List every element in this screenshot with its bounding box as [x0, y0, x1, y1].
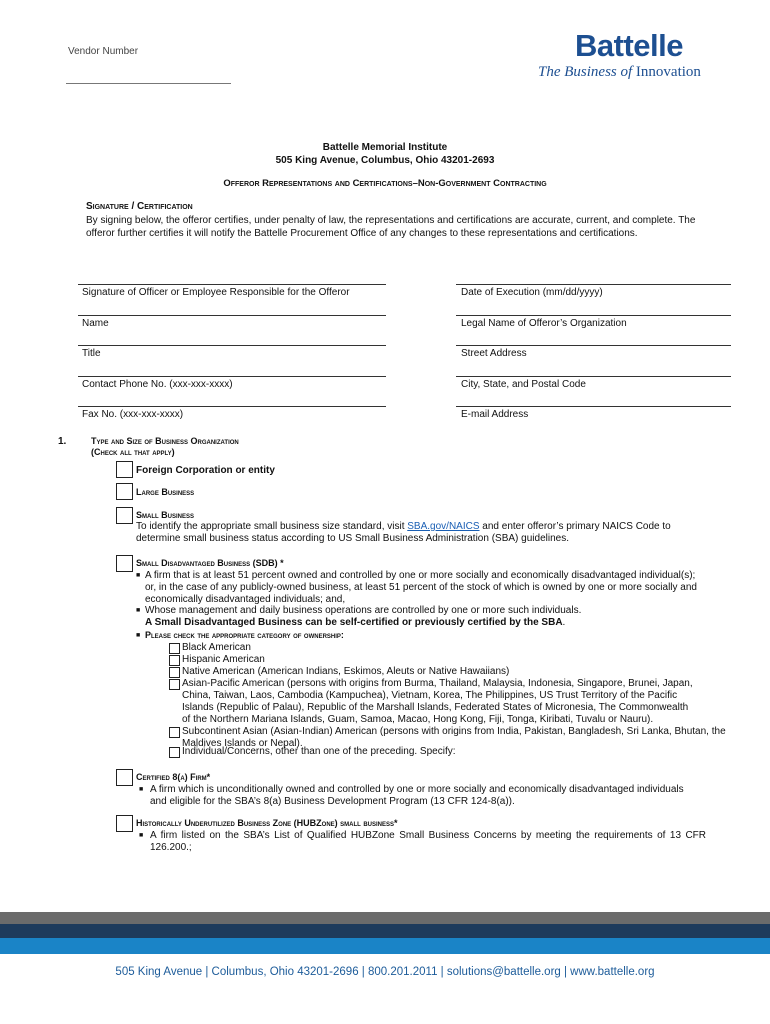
- sba-naics-link[interactable]: SBA.gov/NAICS: [407, 521, 480, 532]
- square-bullet-icon: ■: [136, 572, 141, 579]
- name-line[interactable]: [78, 315, 386, 316]
- cat-asian-3: Islands (Republic of Palau), Republic of the Marshall Islands, Federated States of Micronesia, The Commonwealth: [182, 702, 689, 713]
- tagline-part: The Business: [538, 64, 621, 80]
- logo-tagline: [538, 64, 701, 81]
- field-label: Street Address: [461, 348, 527, 359]
- title-line[interactable]: [78, 345, 386, 346]
- fax-line[interactable]: [78, 406, 386, 407]
- city-line[interactable]: [456, 376, 731, 377]
- cat-subcontinent-2: Maldives Islands or Nepal).: [182, 738, 303, 749]
- form-title: Offeror Representations and Certifications–Non-Government Contracting: [223, 178, 547, 189]
- text-part: To identify the appropriate small business size standard, visit: [136, 521, 408, 532]
- cat-subcontinent: Subcontinent Asian (Asian-Indian) American (persons with origins from India, Pakistan, Bangladesh, Sri Lanka, Bhutan, the: [182, 726, 726, 737]
- battelle-logo: Battelle: [575, 28, 683, 63]
- certified-8a-label: Certified 8(a) Firm*: [136, 772, 211, 782]
- certified-8a-checkbox[interactable]: [116, 769, 133, 786]
- signature-line[interactable]: [78, 284, 386, 285]
- sdb-label: Small Disadvantaged Business (SDB) *: [136, 558, 284, 568]
- hubzone-text: A firm listed on the SBA’s List of Qualified HUBZone Small Business Concerns by meeting the requirements of 13 CFR: [150, 830, 706, 841]
- black-american-checkbox[interactable]: [169, 643, 180, 654]
- small-business-text-2: determine small business status according to US Small Business Administration (SBA) guidelines.: [136, 533, 569, 544]
- square-bullet-icon: ■: [139, 786, 144, 793]
- sdb-checkbox[interactable]: [116, 555, 133, 572]
- c8a-text: A firm which is unconditionally owned and controlled by one or more socially and economically disadvantaged individuals: [150, 784, 684, 795]
- sdb-bullet-2: Whose management and daily business operations are controlled by one or more such individuals.: [145, 605, 582, 616]
- square-bullet-icon: ■: [139, 832, 144, 839]
- legal-name-line[interactable]: [456, 315, 731, 316]
- tagline-part: Innovation: [632, 64, 701, 80]
- org-name: Battelle Memorial Institute: [322, 142, 448, 153]
- text-part: A Small Disadvantaged Business can be self-certified or previously certified by the SBA: [145, 617, 563, 628]
- footer-stripe-navy: [0, 924, 770, 938]
- individual-concerns-checkbox[interactable]: [169, 747, 180, 758]
- field-label: Legal Name of Offeror’s Organization: [461, 318, 627, 329]
- email-line[interactable]: [456, 406, 731, 407]
- hispanic-american-checkbox[interactable]: [169, 655, 180, 666]
- field-label: Signature of Officer or Employee Responsible for the Offeror: [82, 287, 350, 298]
- cat-native: Native American (American Indians, Eskimos, Aleuts or Native Hawaiians): [182, 666, 510, 677]
- phone-line[interactable]: [78, 376, 386, 377]
- footer-stripe-blue: [0, 938, 770, 954]
- cat-asian-2: China, Taiwan, Laos, Cambodia (Kampuchea), Vietnam, Korea, The Philippines, US Trust Territory of the Pacific: [182, 690, 678, 701]
- asian-pacific-checkbox[interactable]: [169, 679, 180, 690]
- cat-asian: Asian-Pacific American (persons with origins from Burma, Thailand, Malaysia, Indonesia, Singapore, Brunei, Japan,: [182, 678, 693, 689]
- footer-contact: 505 King Avenue | Columbus, Ohio 43201-2696 | 800.201.2011 | solutions@battelle.org | www.battelle.org: [115, 966, 655, 978]
- footer-stripe-gray: [0, 912, 770, 924]
- square-bullet-icon: ■: [136, 632, 141, 639]
- field-label: Fax No. (xxx-xxx-xxxx): [82, 409, 184, 420]
- hubzone-checkbox[interactable]: [116, 815, 133, 832]
- sdb-bullet-1c: economically disadvantaged individuals; and,: [145, 594, 346, 605]
- sdb-bullet-1b: or, in the case of any publicly-owned business, at least 51 percent of the stock of which is owned by one or more socially and: [145, 582, 697, 593]
- tagline-of: of: [620, 64, 633, 80]
- vendor-number-label: Vendor Number: [68, 46, 139, 57]
- small-business-checkbox[interactable]: [116, 507, 133, 524]
- foreign-label: Foreign Corporation or entity: [136, 465, 275, 476]
- org-address: 505 King Avenue, Columbus, Ohio 43201-2693: [275, 155, 495, 166]
- cat-other: Individual/Concerns, other than one of the preceding. Specify:: [182, 746, 456, 757]
- large-business-checkbox[interactable]: [116, 483, 133, 500]
- subcontinent-asian-checkbox[interactable]: [169, 727, 180, 738]
- date-line[interactable]: [456, 284, 731, 285]
- sdb-bullet-1: A firm that is at least 51 percent owned and controlled by one or more socially and economically disadvantaged individual(s);: [145, 570, 696, 581]
- vendor-number-line[interactable]: [66, 83, 231, 84]
- square-bullet-icon: ■: [136, 607, 141, 614]
- ownership-heading: Please check the appropriate category of ownership:: [145, 630, 344, 640]
- cat-asian-4: of the Northern Mariana Islands, Guam, Samoa, Macao, Hong Kong, Fiji, Tonga, Kiribati, Tuvalu or Nauru).: [182, 714, 654, 725]
- section-title: Type and Size of Business Organization: [91, 436, 239, 446]
- field-label: Date of Execution (mm/dd/yyyy): [461, 287, 603, 298]
- sdb-bold-note: [145, 617, 565, 629]
- hubzone-text-2: 126.200.;: [150, 842, 192, 853]
- cat-hispanic: Hispanic American: [182, 654, 265, 665]
- field-label: Name: [82, 318, 109, 329]
- text-part: and enter offeror’s primary NAICS Code to: [479, 521, 671, 532]
- field-label: Contact Phone No. (xxx-xxx-xxxx): [82, 379, 233, 390]
- cat-black: Black American: [182, 642, 251, 653]
- hubzone-label: Historically Underutilized Business Zone (HUBZone) small business*: [136, 818, 398, 828]
- section-subtitle: (Check all that apply): [91, 447, 175, 457]
- text-part: .: [562, 617, 566, 628]
- section-number: 1.: [58, 436, 67, 447]
- street-line[interactable]: [456, 345, 731, 346]
- field-label: Title: [82, 348, 101, 359]
- foreign-checkbox[interactable]: [116, 461, 133, 478]
- signature-text: By signing below, the offeror certifies, under penalty of law, the representations and certifications are accurate, current, and complete. The offeror further certifies it will notify the Battelle Procurement Office of any changes to these representations and certifications.: [86, 215, 696, 239]
- c8a-text-2: and eligible for the SBA’s 8(a) Business Development Program (13 CFR 124-8(a)).: [150, 796, 515, 807]
- field-label: E-mail Address: [461, 409, 529, 420]
- large-business-label: Large Business: [136, 487, 195, 497]
- native-american-checkbox[interactable]: [169, 667, 180, 678]
- signature-heading: Signature / Certification: [86, 201, 193, 212]
- small-business-label: Small Business: [136, 510, 195, 520]
- small-business-text: [136, 521, 671, 533]
- field-label: City, State, and Postal Code: [461, 379, 586, 390]
